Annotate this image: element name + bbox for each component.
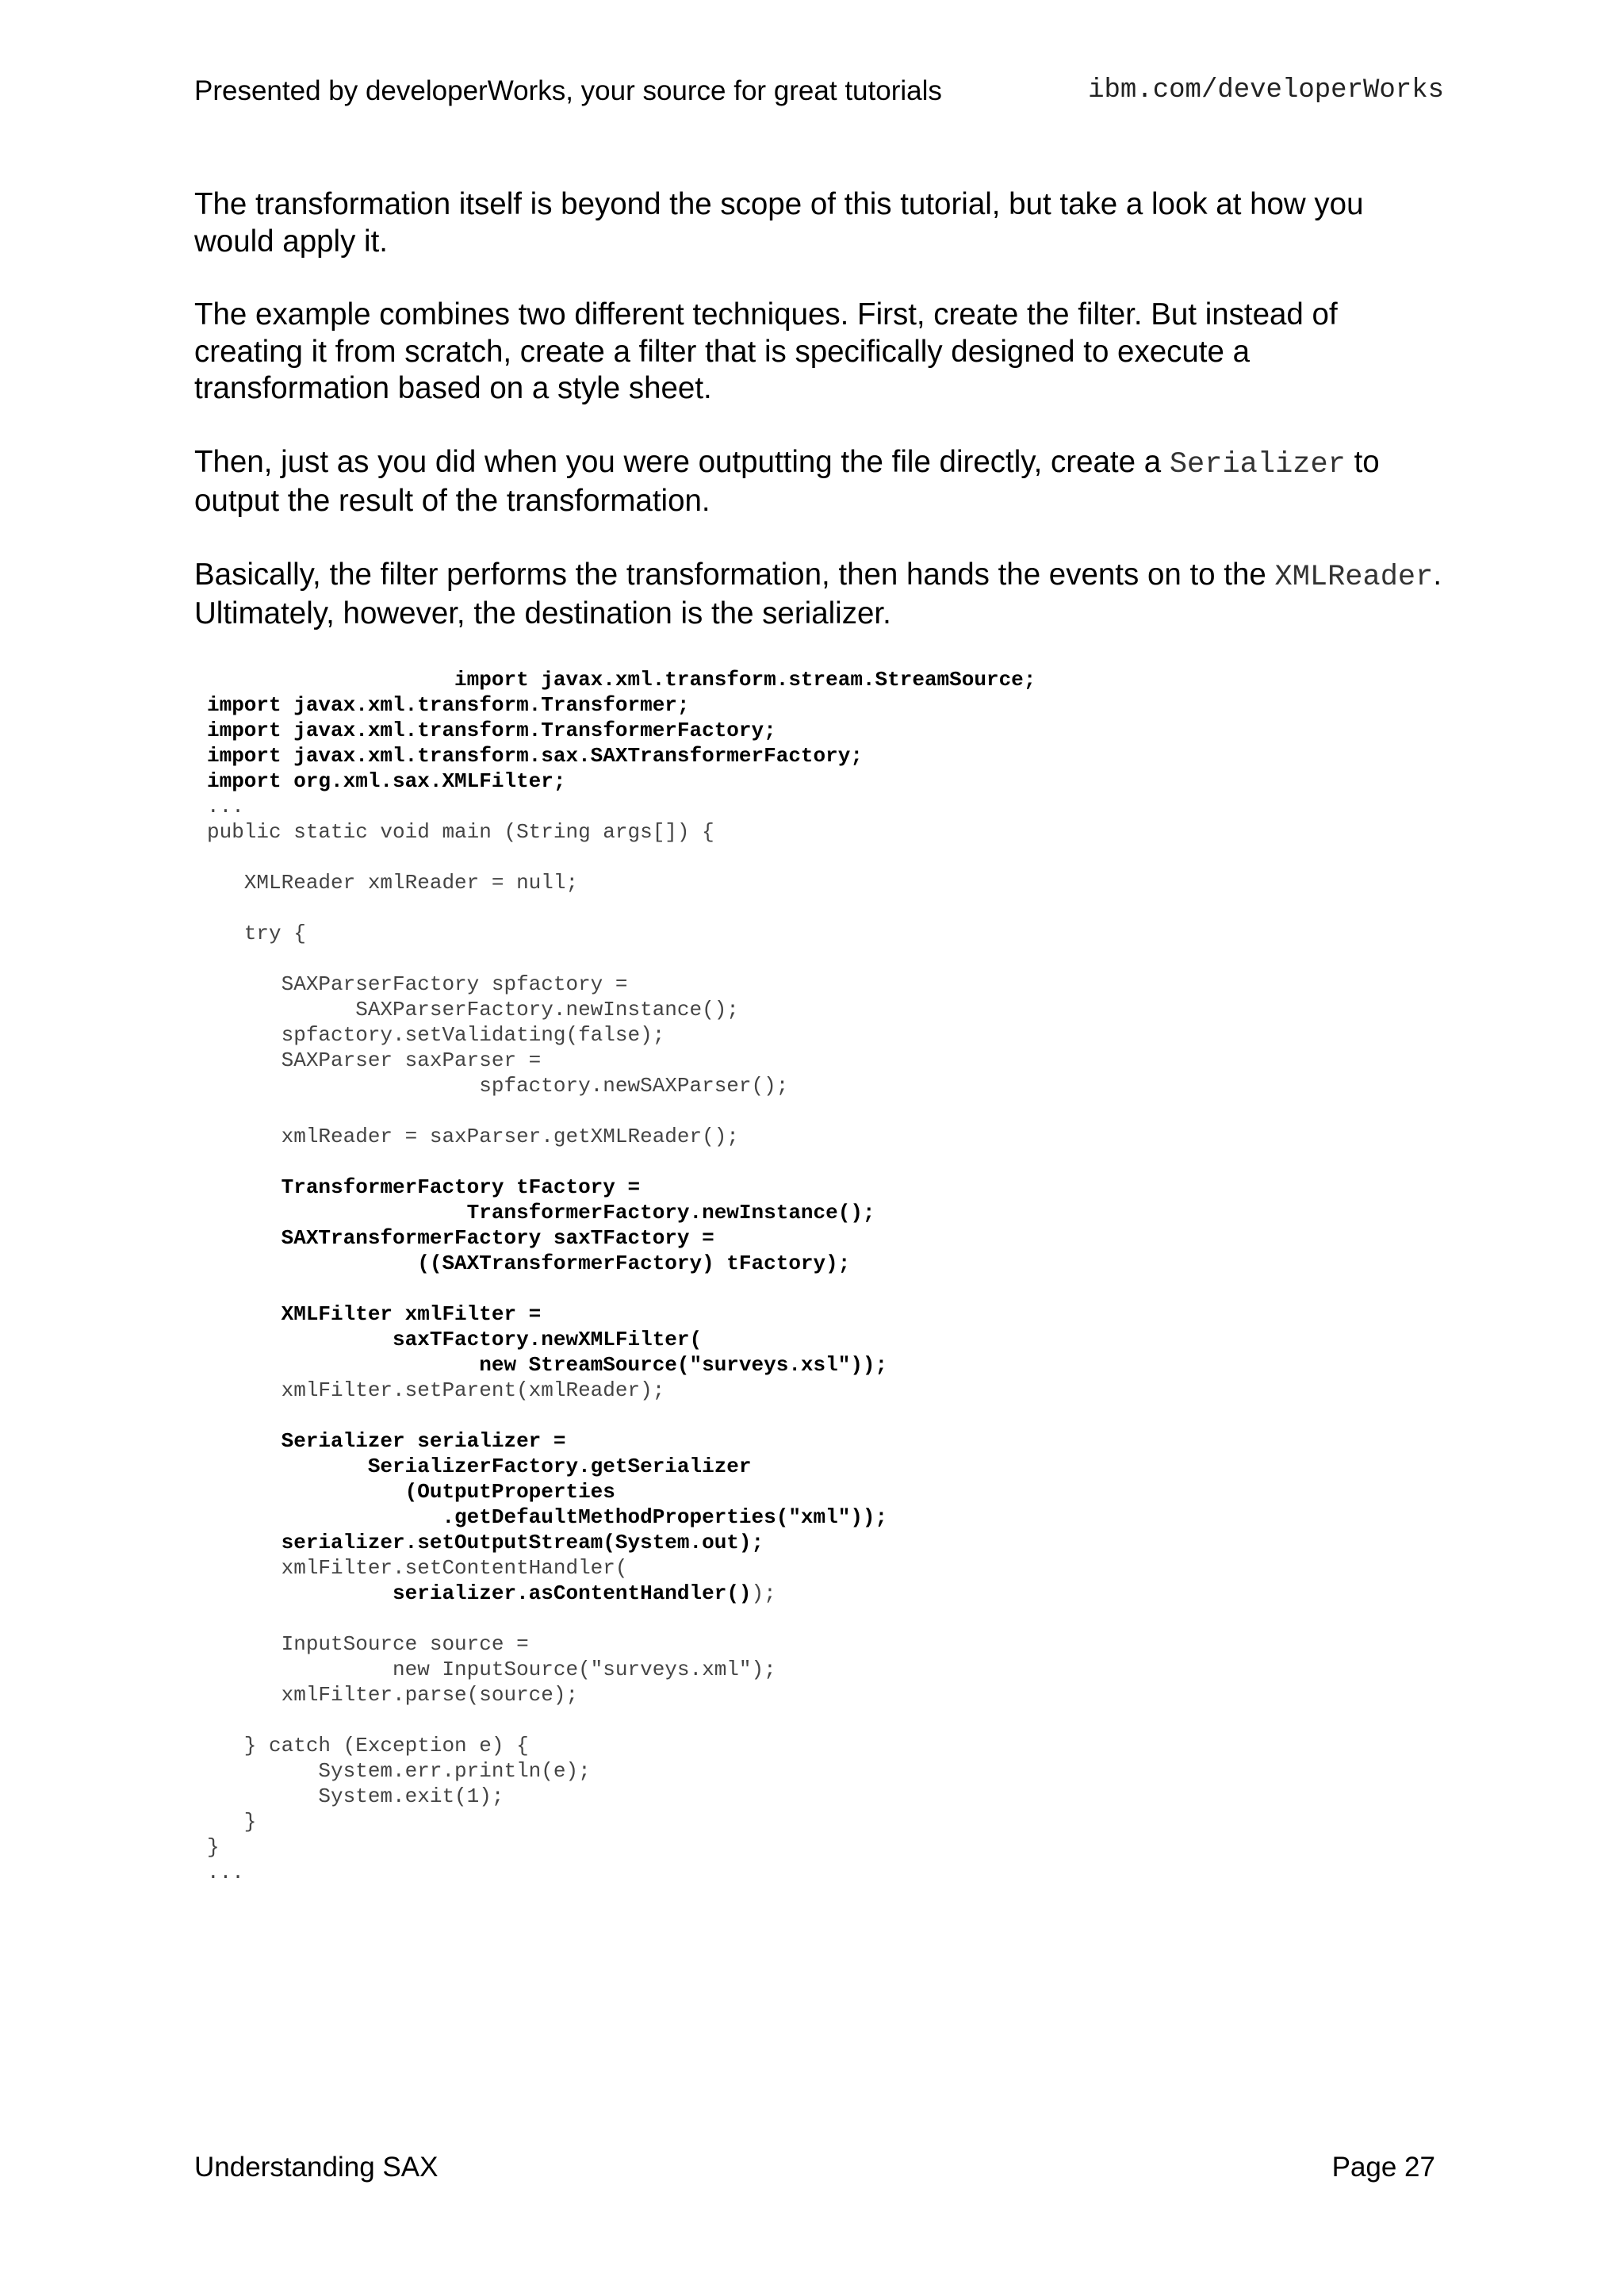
paragraph-intro: The transformation itself is beyond the scope of this tutorial, but take a look at how you would apply it. (194, 187, 1364, 259)
code-line (207, 1403, 1036, 1428)
code-line: SAXParser saxParser = (207, 1048, 542, 1072)
code-line: xmlFilter.setContentHandler( (207, 1556, 628, 1580)
code-segment (207, 1581, 393, 1605)
inline-code-serializer: Serializer (1169, 447, 1346, 481)
code-listing (207, 667, 1036, 1885)
code-line: new InputSource("surveys.xml"); (207, 1658, 776, 1681)
code-line: spfactory.setValidating(false); (207, 1023, 665, 1047)
code-line: } catch (Exception e) { (207, 1734, 529, 1757)
paragraph-filter (194, 557, 1447, 633)
paragraph-filter-text-a: Basically, the filter performs the transformation, then hands the events on to the (194, 557, 1275, 592)
main-content (194, 186, 1447, 669)
code-line: import javax.xml.transform.sax.SAXTransformerFactory; (207, 744, 863, 768)
code-line: SAXTransformerFactory saxTFactory = (207, 1226, 714, 1250)
footer-tutorial-title: Understanding SAX (194, 2152, 439, 2183)
code-line: xmlFilter.parse(source); (207, 1683, 579, 1707)
code-line: xmlReader = saxParser.getXMLReader(); (207, 1125, 739, 1148)
code-line: (OutputProperties (207, 1480, 615, 1504)
code-line (207, 1276, 1036, 1301)
header-tagline: Presented by developerWorks, your source for great tutorials (194, 75, 942, 106)
code-line: SerializerFactory.getSerializer (207, 1455, 752, 1478)
paragraph-filter-text-b: . Ultimately, however, the destination is the serializer. (194, 557, 1442, 631)
code-segment-bold: serializer.asContentHandler() (393, 1581, 752, 1605)
code-line (207, 1606, 1036, 1631)
code-line: ((SAXTransformerFactory) tFactory); (207, 1251, 851, 1275)
code-line: import javax.xml.transform.stream.StreamSource; (207, 668, 1036, 692)
code-line: System.exit(1); (207, 1784, 504, 1808)
code-line: SAXParserFactory spfactory = (207, 972, 628, 996)
code-line: public static void main (String args[]) { (207, 820, 714, 844)
code-line (207, 946, 1036, 972)
code-line: ... (207, 795, 244, 818)
code-line: XMLFilter xmlFilter = (207, 1302, 542, 1326)
code-line (207, 895, 1036, 921)
code-line: SAXParserFactory.newInstance(); (207, 998, 739, 1022)
code-line: new StreamSource("surveys.xsl")); (207, 1353, 888, 1377)
code-line: } (207, 1810, 257, 1834)
footer-page-number: Page 27 (1331, 2152, 1435, 2183)
code-line: ... (207, 1861, 244, 1884)
paragraph-serializer (194, 444, 1447, 520)
paragraph-techniques: The example combines two different techniques. First, create the filter. But instead of creating it from scratch, create a filter that is specifically designed to execute a transformation based on a style sheet. (194, 297, 1338, 405)
code-line: serializer.setOutputStream(System.out); (207, 1531, 764, 1554)
code-line: import javax.xml.transform.TransformerFactory; (207, 719, 776, 742)
code-line (207, 1149, 1036, 1175)
code-line: .getDefaultMethodProperties("xml")); (207, 1505, 888, 1529)
code-line: InputSource source = (207, 1632, 529, 1656)
code-line: spfactory.newSAXParser(); (207, 1074, 789, 1098)
code-line: System.err.println(e); (207, 1759, 591, 1783)
paragraph-serializer-text-a: Then, just as you did when you were outputting the file directly, create a (194, 444, 1170, 479)
code-segment: ); (751, 1581, 776, 1605)
code-line (207, 1581, 1036, 1606)
code-line (207, 1708, 1036, 1733)
code-line: import org.xml.sax.XMLFilter; (207, 769, 566, 793)
code-line: try { (207, 922, 306, 945)
code-line: Serializer serializer = (207, 1429, 566, 1453)
header-site-link[interactable]: ibm.com/developerWorks (1088, 75, 1444, 105)
code-line: TransformerFactory tFactory = (207, 1175, 641, 1199)
code-line: import javax.xml.transform.Transformer; (207, 693, 690, 717)
code-line: XMLReader xmlReader = null; (207, 871, 579, 895)
code-line (207, 845, 1036, 870)
paragraph-serializer-text-b: to output the result of the transformation. (194, 444, 1380, 518)
code-line: } (207, 1835, 220, 1859)
code-line: xmlFilter.setParent(xmlReader); (207, 1378, 665, 1402)
code-line: saxTFactory.newXMLFilter( (207, 1328, 703, 1351)
inline-code-xmlreader: XMLReader (1274, 560, 1434, 594)
code-line (207, 1098, 1036, 1124)
code-line: TransformerFactory.newInstance(); (207, 1201, 875, 1225)
